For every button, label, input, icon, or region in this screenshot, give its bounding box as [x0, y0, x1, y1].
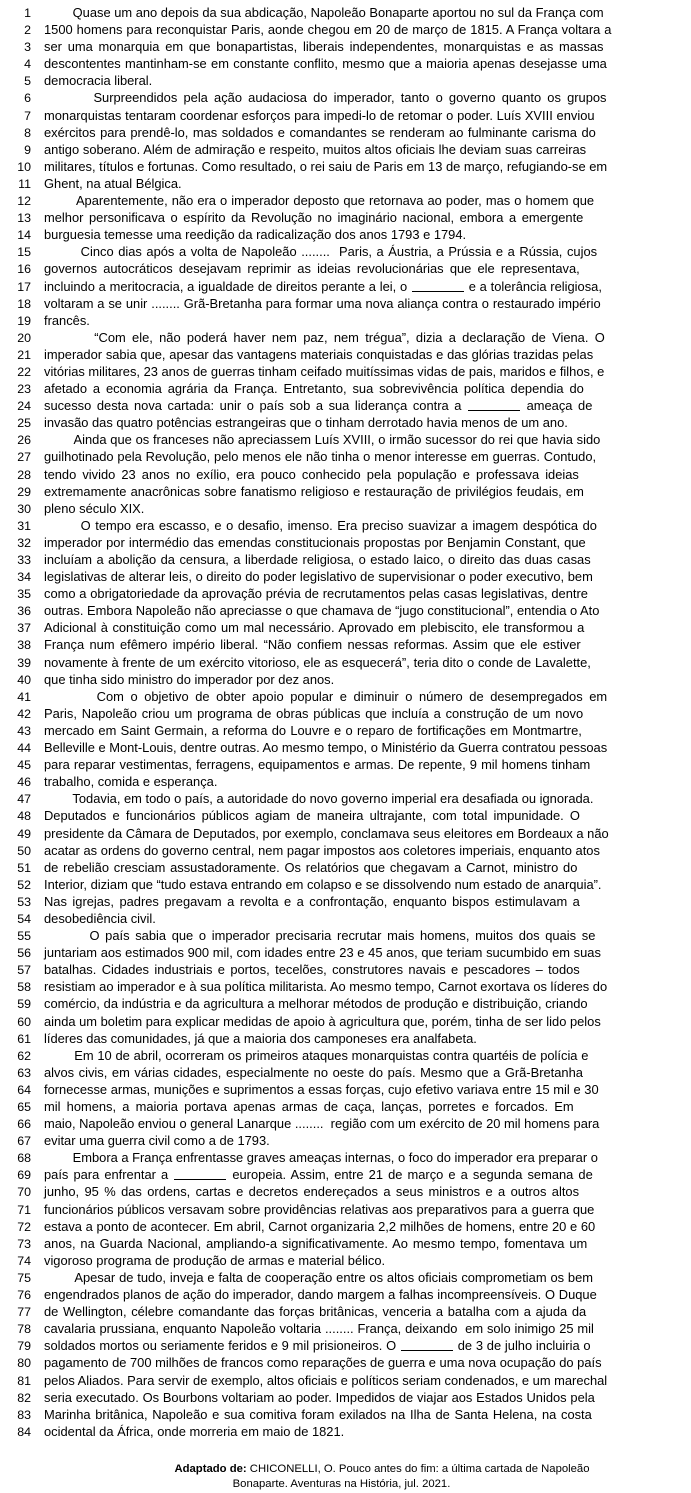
text-line [0, 551, 683, 568]
text-line [0, 243, 683, 260]
line-number: 33 [17, 553, 31, 567]
text-line [0, 995, 683, 1012]
text-line [0, 363, 683, 380]
line-content: soldados mortos ou seriamente feridos e 9 mil prisioneiros. O de 3 de julho incluiria o [44, 1338, 591, 1354]
line-number: 23 [17, 382, 31, 397]
text-line [0, 1064, 683, 1081]
line-content: burguesia temesse uma reedição da radicalização dos anos 1793 e 1794. [44, 227, 467, 243]
line-content: pleno século XIX. [44, 500, 145, 516]
line-content: monarquistas tentaram coordenar esforços para impedi-lo de retomar o poder. Luís XVIII enviou [44, 107, 595, 123]
text-line [0, 448, 683, 465]
text-line [0, 773, 683, 790]
text-line [0, 500, 683, 517]
line-number: 62 [17, 1048, 31, 1063]
line-content: líderes das comunidades, já que a maioria dos camponeses era analfabeta. [44, 1030, 477, 1046]
line-number: 49 [17, 826, 31, 841]
text-line [0, 1303, 683, 1320]
line-content: Embora a França enfrentasse graves ameaças internas, o foco do imperador era preparar o [44, 1150, 598, 1166]
line-number: 70 [17, 1185, 31, 1200]
text-line [0, 1132, 683, 1149]
text-line [0, 790, 683, 807]
line-content: trabalho, comida e esperança. [44, 774, 218, 790]
line-number: 15 [17, 245, 31, 260]
line-content: comércio, da indústria e da agricultura a melhorar métodos de produção e distribuição, criando [44, 996, 588, 1012]
text-line [0, 1252, 683, 1269]
text-line [0, 1166, 683, 1183]
text-line [0, 961, 683, 978]
text-line [0, 1030, 683, 1047]
line-number: 6 [24, 91, 31, 106]
text-line [0, 978, 683, 995]
text-line [0, 107, 683, 124]
line-number: 68 [17, 1151, 31, 1166]
line-content: democracia liberal. [44, 73, 153, 89]
line-number: 60 [17, 1014, 31, 1029]
line-number: 59 [17, 997, 31, 1012]
text-line [0, 619, 683, 636]
line-content: novamente à frente de um exército vitorioso, ele as esquecerá”, teria dito o conde de Lavalette, [44, 654, 591, 670]
text-line [0, 825, 683, 842]
line-number: 28 [17, 467, 31, 482]
line-number: 81 [17, 1373, 31, 1388]
line-number: 41 [17, 689, 31, 704]
text-line [0, 1115, 683, 1132]
line-content: engendrados planos de ação do imperador, dando margem a falhas incompreensíveis. O Duque [44, 1287, 597, 1303]
text-line [0, 329, 683, 346]
text-line [0, 1320, 683, 1337]
line-number: 26 [17, 433, 31, 448]
text-line [0, 466, 683, 483]
line-number: 25 [17, 416, 31, 431]
text-line [0, 688, 683, 705]
line-content: junho, 95 % das ordens, cartas e decretos endereçados a seus ministros e a outros altos [44, 1184, 580, 1200]
line-content: pelos Aliados. Para servir de exemplo, altos oficiais e políticos seriam condenados, e um marechal [44, 1372, 608, 1388]
text-line [0, 722, 683, 739]
line-number: 9 [24, 142, 31, 157]
line-number: 21 [17, 347, 31, 362]
text-line [0, 278, 683, 295]
text-line [0, 654, 683, 671]
source-lead-label: Adaptado de: [174, 1462, 247, 1475]
line-content: Adicional à constituição como um mal necessário. Aprovado em plebiscito, ele transformou a [44, 620, 585, 636]
line-number: 65 [17, 1100, 31, 1114]
text-line [0, 295, 683, 312]
source-reference-text: CHICONELLI, O. Pouco antes do fim: a última cartada de Napoleão [246, 1462, 590, 1475]
line-content: Com o objetivo de obter apoio popular e diminuir o número de desempregados em [44, 688, 608, 704]
text-line [0, 807, 683, 824]
line-number: 30 [17, 501, 31, 516]
line-content: Paris, Napoleão criou um programa de obras públicas que incluía a construção de um novo [44, 705, 584, 721]
text-line [0, 414, 683, 431]
line-content: Deputados e funcionários públicos agiam de maneira ultrajante, com total impunidade. O [44, 808, 580, 824]
line-number: 77 [17, 1305, 31, 1320]
line-content: Apesar de tudo, inveja e falta de cooperação entre os altos oficiais comprometiam os bem [44, 1269, 594, 1285]
text-line [0, 1183, 683, 1200]
line-number: 29 [17, 484, 31, 499]
line-content: incluíam a abolição da censura, a liberdade religiosa, o estado laico, o direito das duas casas [44, 552, 591, 567]
line-content: vigoroso programa de produção de armas e material bélico. [44, 1252, 386, 1268]
fill-in-blank [401, 1339, 453, 1351]
line-content: Cinco dias após a volta de Napoleão ........ Paris, a Áustria, a Prússia e a Rússia, cujos [44, 244, 598, 260]
line-content: ainda um boletim para explicar medidas de apoio à agricultura que, porém, tinha de ser lido pelos [44, 1013, 601, 1029]
line-content: fornecesse armas, munições e suprimentos a essas forças, cujo efetivo variava entre 15 mil e 30 [44, 1081, 599, 1097]
text-line [0, 1269, 683, 1286]
line-number: 44 [17, 741, 31, 756]
line-content: seria executado. Os Bourbons voltariam ao poder. Impedidos de viajar aos Estados Unidos pela [44, 1389, 595, 1405]
line-number: 36 [17, 604, 31, 619]
text-line [0, 1013, 683, 1030]
text-line [0, 346, 683, 363]
text-line [0, 1389, 683, 1406]
line-content: pagamento de 700 milhões de francos como reparações de guerra e uma nova ocupação do país [44, 1355, 602, 1371]
line-content: Quase um ano depois da sua abdicação, Napoleão Bonaparte aportou no sul da França com [44, 5, 604, 20]
line-number: 38 [17, 638, 31, 653]
line-number: 31 [17, 518, 31, 533]
line-content: militares, títulos e fortunas. Como resultado, o rei saiu de Paris em 13 de março, refugiando-se em [44, 158, 608, 174]
text-line [0, 739, 683, 756]
source-attribution-line2 [0, 1477, 683, 1493]
line-content: invasão das quatro potências estrangeiras que o tinham derrotado havia menos de um ano. [44, 415, 568, 431]
line-content: Marinha britânica, Napoleão e sua comitiva foram exilados na Ilha de Santa Helena, na costa [44, 1406, 592, 1422]
line-content: exércitos para prendê-lo, mas soldados e comandantes se renderam ao fulminante carisma do [44, 124, 596, 140]
line-number: 52 [17, 877, 31, 892]
line-number: 53 [17, 894, 31, 909]
line-number: 12 [17, 194, 31, 209]
line-content: Ghent, na atual Bélgica. [44, 175, 182, 191]
line-content: vitórias militares, 23 anos de guerras tinham ceifado muitíssimas vidas de pais, maridos e filhos, e [44, 363, 605, 379]
source-attribution [0, 1462, 683, 1478]
text-line [0, 517, 683, 534]
text-line [0, 483, 683, 500]
text-line [0, 209, 683, 226]
line-content: imperador sabia que, apesar das vantagens materiais conquistadas e das glórias trazidas pelas [44, 346, 594, 362]
line-content: para reparar vestimentas, ferragens, equipamentos e armas. De repente, 9 mil homens tinham [44, 757, 591, 773]
line-content: Em 10 de abril, ocorreram os primeiros ataques monarquistas contra quartéis de polícia e [44, 1047, 589, 1063]
text-line [0, 260, 683, 277]
line-content: mil homens, a maioria portava apenas armas de caça, lanças, porretes e forcados. Em [44, 1099, 574, 1114]
line-content: Nas igrejas, padres pregavam a revolta e a confrontação, enquanto bispos estimulavam a [44, 893, 580, 909]
line-content: ocidental da África, onde morreria em maio de 1821. [44, 1423, 345, 1439]
line-content: tendo vivido 23 anos no exílio, era pouco conhecido pela população e professava ideias [44, 466, 579, 482]
line-number: 3 [24, 40, 31, 55]
line-number: 43 [17, 723, 31, 738]
line-content: melhor personificava o espírito da Revolução no imaginário nacional, embora a emergente [44, 210, 584, 226]
text-line [0, 756, 683, 773]
text-line [0, 1081, 683, 1098]
line-content: juntariam aos estimados 900 mil, com idades entre 23 e 45 anos, que teriam sucumbido em suas [44, 945, 601, 961]
line-content: incluindo a meritocracia, a igualdade de direitos perante a lei, o e a tolerância religiosa, [44, 278, 602, 294]
text-line [0, 568, 683, 585]
text-line [0, 1286, 683, 1303]
text-line [0, 910, 683, 927]
line-number: 11 [18, 176, 31, 191]
line-content: que tinha sido ministro do imperador por dez anos. [44, 671, 335, 687]
line-content: outras. Embora Napoleão não apreciasse o que chamava de “jugo constitucional”, entendia o Ato [44, 603, 600, 619]
line-content: funcionários públicos versavam sobre providências relativas aos preparativos para a guerra que [44, 1201, 595, 1217]
line-content: como a obrigatoriedade da aprovação prévia de recrutamentos pelas casas legislativas, dentre [44, 586, 588, 602]
line-number: 39 [17, 655, 31, 670]
line-number: 45 [17, 758, 31, 773]
line-number: 84 [17, 1424, 31, 1439]
line-number: 83 [17, 1407, 31, 1422]
text-line [0, 89, 683, 106]
line-content: O tempo era escasso, e o desafio, imenso. Era preciso suavizar a imagem despótica do [44, 517, 597, 533]
line-content: alvos civis, em várias cidades, especialmente no oeste do país. Mesmo que a Grã-Bretanha [44, 1064, 583, 1080]
text-line [0, 927, 683, 944]
text-line [0, 859, 683, 876]
text-line [0, 1047, 683, 1064]
line-content: voltaram a se unir ........ Grã-Bretanha para formar uma nova aliança contra o restaurado império [44, 295, 601, 311]
line-number: 14 [17, 228, 31, 243]
line-content: legislativas de alterar leis, o direito do poder legislativo de supervisionar o poder executivo, bem [44, 569, 593, 585]
line-content: afetado a economia agrária da França. Entretanto, sua sobrevivência política dependia do [44, 381, 584, 397]
line-number: 13 [17, 211, 31, 226]
line-content: Aparentemente, não era o imperador deposto que retornava ao poder, mas o homem que [44, 193, 595, 209]
line-content: governos autocráticos desejavam reprimir as ideias revolucionárias que ele representava, [44, 261, 580, 277]
text-line [0, 21, 683, 38]
line-content: ser uma monarquia em que bonapartistas, liberais independentes, monarquistas e as massas [44, 39, 604, 55]
text-line [0, 192, 683, 209]
text-line [0, 312, 683, 329]
line-content: Ainda que os franceses não apreciassem Luís XVIII, o irmão sucessor do rei que havia sido [44, 432, 601, 448]
line-number: 72 [17, 1219, 31, 1234]
line-content: maio, Napoleão enviou o general Lanarque ........ região com um exército de 20 mil homens para [44, 1116, 600, 1132]
line-content: batalhas. Cidades industriais e portos, tecelões, construtores navais e pescadores – todos [44, 962, 580, 978]
line-content: francês. [44, 312, 90, 328]
line-content: evitar uma guerra civil como a de 1793. [44, 1133, 270, 1149]
line-number: 17 [17, 279, 31, 294]
text-line [0, 893, 683, 910]
line-number: 10 [17, 159, 31, 174]
line-content: Interior, diziam que “tudo estava entrando em colapso e se dissolvendo num estado de anarquia”. [44, 876, 602, 892]
line-number: 56 [17, 946, 31, 961]
line-number: 80 [17, 1356, 31, 1371]
line-content: imperador por intermédio das emendas constitucionais propostas por Benjamin Constant, que [44, 534, 586, 550]
line-content: “Com ele, não poderá haver nem paz, nem trégua”, dizia a declaração de Viena. O [44, 329, 605, 345]
text-line [0, 1235, 683, 1252]
line-number: 46 [17, 775, 31, 790]
line-content: acatar as ordens do governo central, nem pagar impostos aos coletores imperiais, enquanto atos [44, 842, 600, 858]
line-number: 27 [17, 450, 31, 465]
text-line [0, 4, 683, 21]
text-line [0, 534, 683, 551]
line-content: descontentes mantinham-se em constante conflito, mesmo que a maioria apenas desejasse uma [44, 56, 607, 72]
line-number: 66 [17, 1117, 31, 1132]
line-content: 1500 homens para reconquistar Paris, aonde chegou em 20 de março de 1815. A França voltara a [44, 22, 612, 38]
text-line [0, 944, 683, 961]
line-number: 20 [17, 330, 31, 345]
line-content: cavalaria prussiana, enquanto Napoleão voltaria ........ França, deixando em solo inimigo 25 mil [44, 1321, 594, 1337]
text-line [0, 1423, 683, 1440]
text-line [0, 38, 683, 55]
line-number: 37 [17, 621, 31, 636]
line-content: guilhotinado pela Revolução, pelo menos ele não tinha o menor interesse em guerras. Contudo, [44, 449, 597, 465]
source-magazine-title: Aventuras na História [290, 1478, 399, 1491]
line-content: presidente da Câmara de Deputados, por exemplo, conclamava seus eleitores em Bordeaux a não [44, 825, 609, 841]
line-content: Belleville e Mont-Louis, dentre outras. Ao mesmo tempo, o Ministério da Guerra contratou pessoas [44, 740, 608, 756]
text-line [0, 1098, 683, 1115]
line-number: 48 [17, 809, 31, 824]
line-number: 34 [17, 570, 31, 585]
line-number: 51 [17, 860, 31, 875]
text-line [0, 1337, 683, 1354]
text-line [0, 636, 683, 653]
text-line [0, 602, 683, 619]
line-number: 54 [17, 911, 31, 926]
line-number: 16 [17, 262, 31, 277]
line-number: 61 [17, 1031, 31, 1046]
line-number: 73 [17, 1236, 31, 1251]
line-number: 5 [24, 74, 31, 89]
text-line [0, 431, 683, 448]
text-line [0, 55, 683, 72]
line-number: 24 [17, 399, 31, 414]
line-content: antigo soberano. Além de admiração e respeito, muitos altos oficiais lhe deviam suas carreiras [44, 141, 587, 157]
line-number: 75 [17, 1270, 31, 1285]
line-number: 79 [17, 1339, 31, 1354]
line-number: 69 [17, 1168, 31, 1183]
text-line [0, 1354, 683, 1371]
line-content: anos, na Guarda Nacional, ampliando-a significativamente. Ao mesmo tempo, fomentava um [44, 1235, 588, 1251]
fill-in-blank [412, 280, 464, 292]
text-line [0, 671, 683, 688]
line-number: 19 [17, 313, 31, 328]
text-line [0, 158, 683, 175]
line-number: 8 [24, 125, 31, 140]
line-number: 32 [17, 535, 31, 550]
text-line [0, 585, 683, 602]
line-number: 71 [17, 1202, 31, 1217]
text-line [0, 397, 683, 414]
line-number: 35 [17, 587, 31, 602]
line-number: 63 [17, 1065, 31, 1080]
line-number: 2 [24, 23, 31, 38]
line-content: sucesso desta nova cartada: unir o país sob a sua liderança contra a ameaça de [44, 398, 593, 414]
line-number: 1 [24, 6, 31, 20]
text-line [0, 876, 683, 893]
text-line [0, 842, 683, 859]
text-line [0, 380, 683, 397]
line-number: 67 [17, 1134, 31, 1149]
text-line [0, 72, 683, 89]
line-number: 47 [17, 792, 31, 807]
line-number: 40 [17, 672, 31, 687]
line-content: Todavia, em todo o país, a autoridade do novo governo imperial era desafiada ou ignorada. [44, 791, 594, 807]
line-content: de rebelião cresciam assustadoramente. Os relatórios que chegavam a Carnot, ministro do [44, 859, 578, 875]
line-number: 74 [17, 1253, 31, 1268]
line-number: 42 [17, 706, 31, 721]
line-number: 82 [17, 1390, 31, 1405]
line-number: 57 [17, 963, 31, 978]
line-number: 4 [24, 57, 31, 72]
line-number: 58 [17, 980, 31, 995]
line-number: 22 [17, 364, 31, 379]
numbered-text-body [0, 4, 683, 1440]
line-number: 76 [17, 1288, 31, 1303]
line-number: 64 [17, 1082, 31, 1097]
text-line [0, 124, 683, 141]
source-date-part: , jul. 2021. [398, 1478, 451, 1491]
text-line [0, 141, 683, 158]
text-line [0, 705, 683, 722]
line-content: extremamente anacrônicas sobre fanatismo religioso e restauração de privilégios feudais, em [44, 483, 584, 499]
line-number: 18 [17, 296, 31, 311]
line-content: país para enfrentar a europeia. Assim, entre 21 de março e a segunda semana de [44, 1167, 593, 1183]
text-line [0, 175, 683, 192]
text-line [0, 1406, 683, 1423]
line-content: França num efêmero império liberal. “Não confiem nessas reformas. Assim que ele estiver [44, 637, 581, 653]
text-line [0, 1149, 683, 1166]
line-content: de Wellington, célebre comandante das forças britânicas, venceria a batalha com a ajuda da [44, 1304, 587, 1320]
line-number: 78 [17, 1322, 31, 1337]
fill-in-blank [174, 1168, 226, 1180]
text-line [0, 1372, 683, 1389]
source-book-part: Bonaparte. [232, 1478, 291, 1491]
line-content: resistiam ao imperador e à sua política militarista. Ao mesmo tempo, Carnot exortava os líderes do [44, 979, 608, 995]
fill-in-blank [468, 399, 520, 411]
text-line [0, 1201, 683, 1218]
line-number: 50 [17, 843, 31, 858]
line-content: O país sabia que o imperador precisaria recrutar mais homens, muitos dos quais se [44, 928, 596, 944]
line-number: 55 [17, 929, 31, 944]
text-line [0, 1218, 683, 1235]
line-content: Surpreendidos pela ação audaciosa do imperador, tanto o governo quanto os grupos [44, 90, 607, 106]
line-number: 7 [24, 108, 31, 123]
line-content: estava a ponto de acontecer. Em abril, Carnot organizaria 2,2 milhões de homens, entre 20 e 60 [44, 1218, 596, 1234]
line-content: mercado em Saint Germain, a reforma do Louvre e o reparo de fortificações em Montmartre, [44, 722, 582, 738]
line-content: desobediência civil. [44, 910, 156, 926]
text-line [0, 226, 683, 243]
